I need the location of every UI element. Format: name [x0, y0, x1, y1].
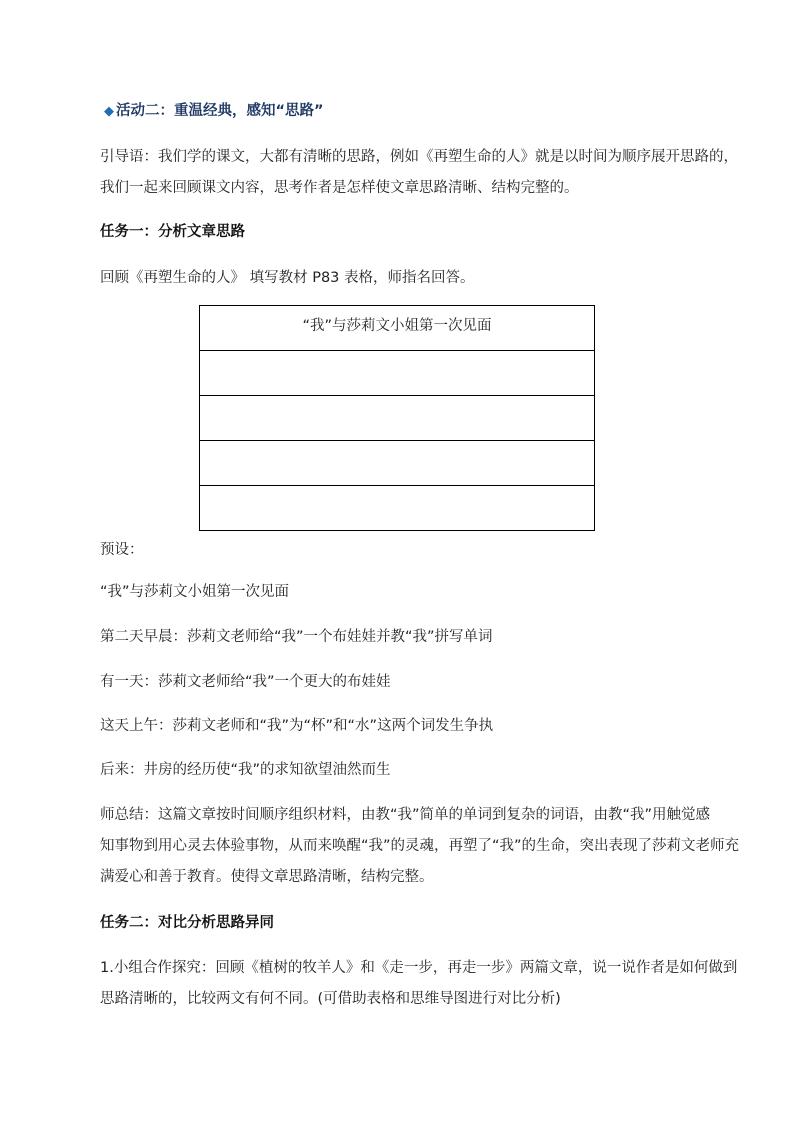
- table-cell-text: “我”与莎莉文小姐第一次见面: [302, 318, 492, 334]
- fill-in-table: [199, 305, 595, 531]
- summary-line-1: 师总结：这篇文章按时间顺序组织材料，由教“我”简单的单词到复杂的词语，由教“我”用触觉感: [100, 807, 711, 823]
- preset-item: 后来：井房的经历使“我”的求知欲望油然而生: [100, 762, 391, 778]
- task2-line-1: 1.小组合作探究：回顾《植树的牧羊人》和《走一步，再走一步》两篇文章，说一说作者是如何做到: [100, 960, 738, 976]
- task1-title: 任务一：分析文章思路: [100, 224, 245, 240]
- table-row: [200, 441, 595, 486]
- preset-item: 有一天：莎莉文老师给“我”一个更大的布娃娃: [100, 674, 391, 690]
- table-cell: [200, 306, 595, 351]
- task2-title: 任务二：对比分析思路异同: [100, 915, 274, 931]
- table-cell: [200, 396, 595, 441]
- table-cell: [200, 441, 595, 486]
- table-row: [200, 396, 595, 441]
- table-row: [200, 351, 595, 396]
- summary-line-3: 满爱心和善于教育。使得文章思路清晰，结构完整。: [100, 869, 434, 885]
- table-row: [200, 486, 595, 531]
- preset-item: 第二天早晨：莎莉文老师给“我”一个布娃娃并教“我”拼写单词: [100, 629, 493, 645]
- table-cell: [200, 486, 595, 531]
- intro-line-1: 引导语：我们学的课文，大都有清晰的思路，例如《再塑生命的人》就是以时间为顺序展开思路的，: [100, 149, 738, 165]
- preset-item: 这天上午：莎莉文老师和“我”为“杯”和“水”这两个词发生争执: [100, 718, 494, 734]
- table-row: [200, 306, 595, 351]
- task2-line-2: 思路清晰的，比较两文有何不同。(可借助表格和思维导图进行对比分析): [100, 991, 561, 1007]
- table-cell: [200, 351, 595, 396]
- diamond-bullet-icon: ◆: [104, 104, 114, 119]
- task1-instruction: 回顾《再塑生命的人》 填写教材 P83 表格，师指名回答。: [100, 270, 475, 286]
- preset-item: “我”与莎莉文小姐第一次见面: [100, 584, 290, 600]
- activity-heading: [104, 101, 324, 122]
- summary-line-2: 知事物到用心灵去体验事物，从而来唤醒“我”的灵魂，再塑了“我”的生命，突出表现了莎莉文老师充: [100, 838, 740, 854]
- intro-line-2: 我们一起来回顾课文内容，思考作者是怎样使文章思路清晰、结构完整的。: [100, 180, 579, 196]
- activity-heading-text: 活动二：重温经典，感知“思路”: [116, 103, 324, 119]
- preset-label: 预设：: [100, 542, 144, 558]
